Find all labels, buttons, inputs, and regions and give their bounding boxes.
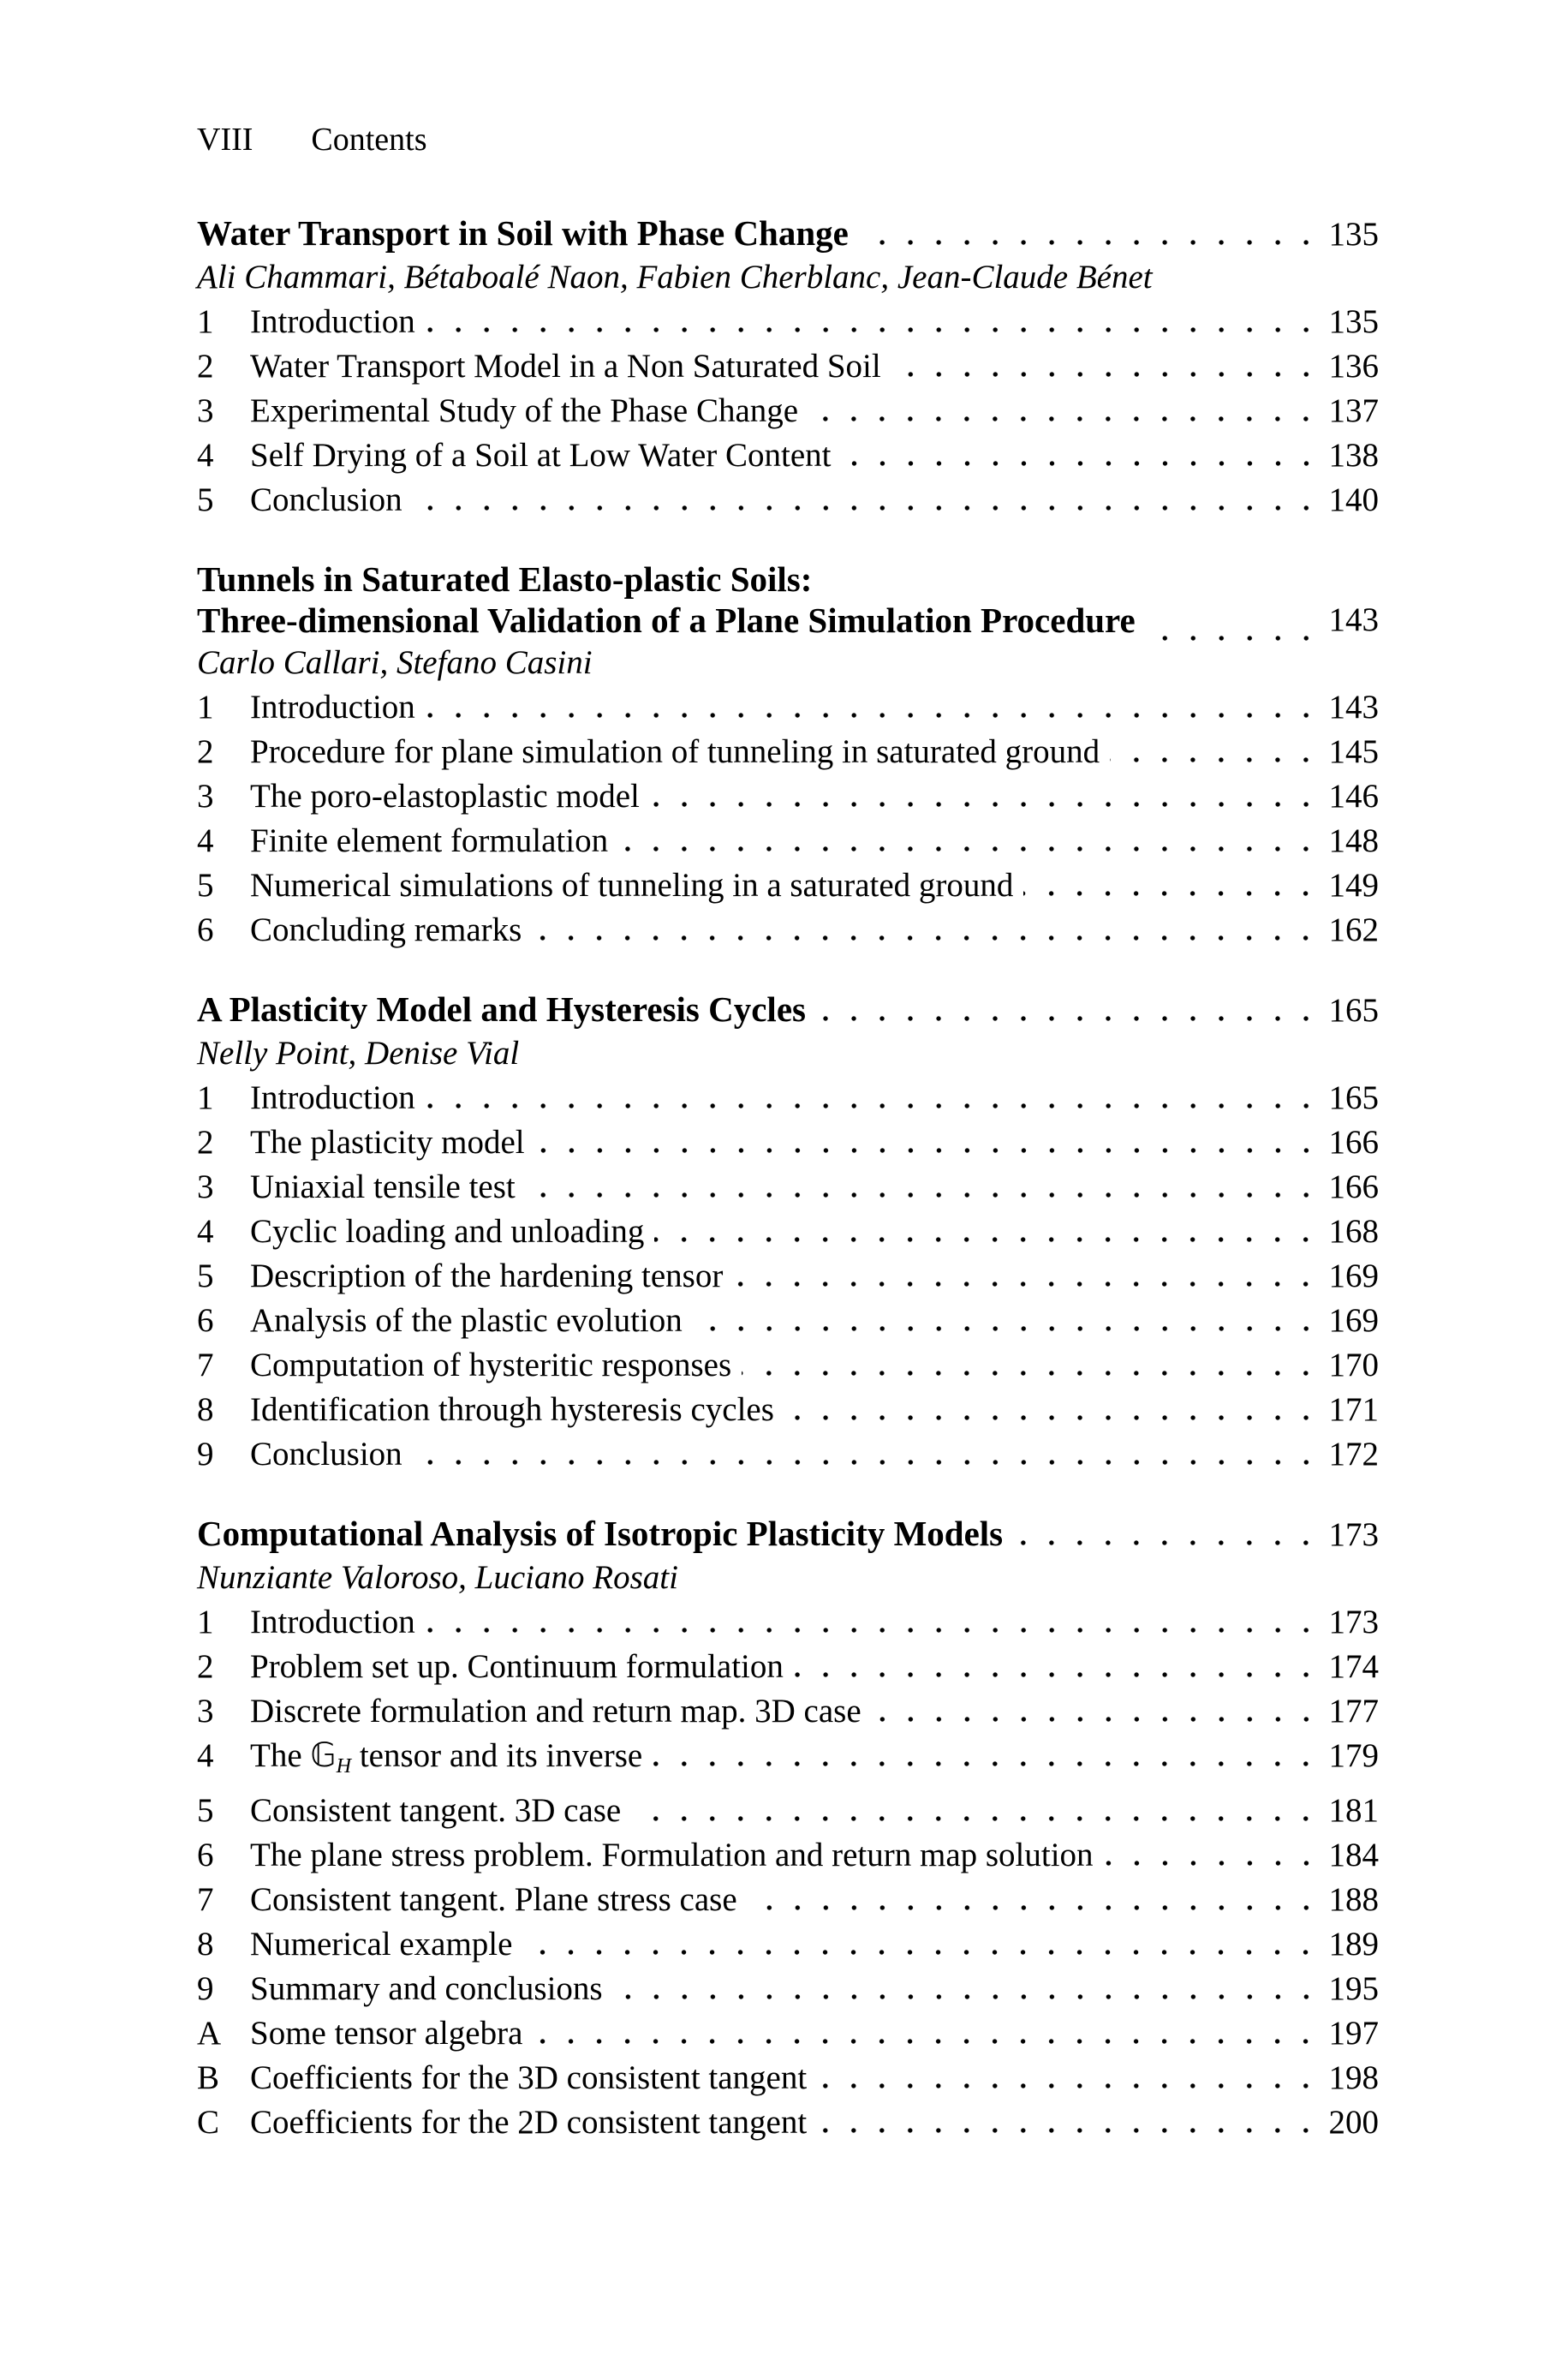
section-page: 135 [1328, 216, 1379, 253]
entry-number: 3 [197, 1693, 214, 1730]
toc-entry [197, 478, 1379, 523]
dot-leader [784, 1415, 1321, 1420]
entry-page: 166 [1328, 1124, 1379, 1161]
entry-title: Cyclic loading and unloading [250, 1213, 645, 1250]
toc-entry [197, 1210, 1379, 1254]
toc-entry [197, 344, 1379, 389]
running-header [197, 122, 1379, 157]
dot-leader [426, 713, 1321, 718]
toc-entry [197, 1833, 1379, 1878]
entry-title: The poro-elastoplastic model [250, 778, 640, 815]
entry-title: Coefficients for the 2D consistent tangent [250, 2103, 808, 2141]
entry-number: 6 [197, 1836, 214, 1873]
entry-number: 2 [197, 1648, 214, 1685]
entry-page: 195 [1328, 1969, 1379, 2007]
entry-number: 6 [197, 911, 214, 948]
entry-page: 170 [1328, 1347, 1379, 1383]
entry-page: 162 [1328, 911, 1379, 948]
entry-page: 169 [1328, 1302, 1379, 1339]
toc-entry [197, 1432, 1379, 1477]
entry-number: 4 [197, 822, 214, 859]
section-title-line: A Plasticity Model and Hysteresis Cycles [197, 989, 806, 1029]
dot-leader [859, 240, 1321, 245]
dot-leader [1023, 891, 1320, 896]
section-authors: Carlo Callari, Stefano Casini [197, 644, 593, 681]
section-heading [197, 1513, 1379, 1556]
entry-title: Introduction [250, 1079, 415, 1116]
toc-entry [197, 1600, 1379, 1645]
section-title [197, 212, 849, 254]
entry-title: Conclusion [250, 481, 402, 518]
entry-number: 5 [197, 1258, 214, 1294]
toc-entry [197, 908, 1379, 953]
section-authors: Nelly Point, Denise Vial [197, 1035, 520, 1072]
entry-page: 136 [1328, 348, 1379, 385]
dot-leader [816, 1016, 1321, 1021]
entry-title: Some tensor algebra [250, 2014, 523, 2052]
entry-title-subscript: H [336, 1754, 352, 1778]
entry-number: 7 [197, 1880, 214, 1918]
toc-entry [197, 1120, 1379, 1165]
entry-page: 200 [1328, 2103, 1379, 2141]
dot-leader [842, 461, 1321, 466]
entry-page: 179 [1328, 1737, 1379, 1774]
entry-number: 5 [197, 867, 214, 904]
dot-leader [817, 2083, 1320, 2088]
toc-entry [197, 1165, 1379, 1210]
dot-leader [693, 1326, 1321, 1331]
dot-leader [733, 1282, 1320, 1287]
entry-page: 197 [1328, 2014, 1379, 2052]
entry-page: 184 [1328, 1836, 1379, 1873]
entry-title: Water Transport Model in a Non Saturated Soil [250, 348, 881, 385]
entry-number: 8 [197, 1391, 214, 1428]
entry-number: 1 [197, 1604, 214, 1640]
section-page: 143 [1328, 601, 1379, 638]
dot-leader [1104, 1861, 1321, 1866]
entry-number: B [197, 2058, 220, 2096]
toc-entry [197, 863, 1379, 908]
entry-title: Introduction [250, 1604, 415, 1640]
entry-title: Self Drying of a Soil at Low Water Content [250, 437, 832, 474]
section-title-line: Three-dimensional Validation of a Plane Simulation Procedure [197, 600, 1136, 640]
section-authors: Nunziante Valoroso, Luciano Rosati [197, 1559, 678, 1596]
entry-page: 189 [1328, 1925, 1379, 1963]
entry-title: Numerical simulations of tunneling in a saturated ground [250, 867, 1014, 904]
entry-title [250, 1734, 642, 1789]
dot-leader [650, 802, 1321, 807]
dot-leader [613, 1994, 1321, 1999]
section-title-line: Water Transport in Soil with Phase Change [197, 213, 849, 253]
page-content [197, 122, 1379, 2145]
toc-entry [197, 433, 1379, 478]
entry-page: 188 [1328, 1880, 1379, 1918]
entry-page: 198 [1328, 2058, 1379, 2096]
dot-leader [631, 1816, 1320, 1821]
dot-leader [618, 846, 1320, 851]
entry-number: 9 [197, 1436, 214, 1473]
toc-entry [197, 1878, 1379, 1922]
dot-leader [1146, 636, 1321, 641]
entry-title: Summary and conclusions [250, 1969, 603, 2007]
section-heading [197, 212, 1379, 255]
entry-number: 2 [197, 1124, 214, 1161]
toc [197, 212, 1379, 2145]
dot-leader [742, 1371, 1320, 1376]
entry-number: 8 [197, 1925, 214, 1963]
dot-leader [654, 1237, 1320, 1242]
toc-entry [197, 1076, 1379, 1120]
entry-title: Consistent tangent. 3D case [250, 1791, 622, 1829]
toc-entry [197, 685, 1379, 730]
toc-entry [197, 1645, 1379, 1689]
entry-title: Finite element formulation [250, 822, 609, 859]
toc-entry [197, 1689, 1379, 1734]
dot-leader [872, 1717, 1321, 1722]
dot-leader [426, 1103, 1321, 1108]
entry-title: The plasticity model [250, 1124, 525, 1161]
entry-page: 138 [1328, 437, 1379, 474]
entry-title: Procedure for plane simulation of tunneling in saturated ground [250, 733, 1100, 770]
entry-title: Description of the hardening tensor [250, 1258, 724, 1294]
entry-page: 171 [1328, 1391, 1379, 1428]
entry-title-part: The [250, 1737, 311, 1774]
dot-leader [532, 935, 1320, 941]
entry-title: Conclusion [250, 1436, 402, 1473]
toc-entry [197, 389, 1379, 433]
section-title [197, 989, 806, 1030]
entry-number: 4 [197, 1213, 214, 1250]
dot-leader [426, 1628, 1321, 1633]
dot-leader [413, 505, 1321, 511]
section-heading [197, 559, 1379, 641]
toc-entry [197, 730, 1379, 774]
entry-page: 172 [1328, 1436, 1379, 1473]
entry-page: 137 [1328, 392, 1379, 429]
entry-page: 177 [1328, 1693, 1379, 1730]
entry-page: 149 [1328, 867, 1379, 904]
entry-title: Identification through hysteresis cycles [250, 1391, 774, 1428]
entry-title: Consistent tangent. Plane stress case [250, 1880, 737, 1918]
entry-number: 3 [197, 1168, 214, 1205]
dot-leader [817, 2128, 1320, 2133]
dot-leader [526, 1192, 1321, 1198]
entry-number: 2 [197, 733, 214, 770]
entry-page: 165 [1328, 1079, 1379, 1116]
section-authors: Ali Chammari, Bétaboalé Naon, Fabien Cherblanc, Jean-Claude Bénet [197, 259, 1153, 296]
entry-page: 143 [1328, 689, 1379, 726]
toc-entry [197, 300, 1379, 344]
entry-page: 146 [1328, 778, 1379, 815]
entry-number: 5 [197, 1791, 214, 1829]
dot-leader [794, 1672, 1321, 1677]
toc-entry [197, 774, 1379, 819]
entry-page: 166 [1328, 1168, 1379, 1205]
entry-page: 135 [1328, 303, 1379, 340]
entry-title: Introduction [250, 303, 415, 340]
toc-entry [197, 2100, 1379, 2145]
toc-entry [197, 1343, 1379, 1388]
toc-section [197, 1513, 1379, 2145]
dot-leader [748, 1905, 1321, 1910]
dot-leader [413, 1460, 1321, 1465]
entry-title: Analysis of the plastic evolution [250, 1302, 683, 1339]
dot-leader [522, 1950, 1320, 1955]
entry-page: 168 [1328, 1213, 1379, 1250]
entry-number: 2 [197, 348, 214, 385]
entry-number: 4 [197, 1737, 214, 1774]
dot-leader [808, 416, 1320, 421]
toc-section [197, 989, 1379, 1477]
entry-number: 1 [197, 1079, 214, 1116]
entry-number: 1 [197, 303, 214, 340]
entry-number: A [197, 2014, 222, 2052]
entry-page: 169 [1328, 1258, 1379, 1294]
section-page: 173 [1328, 1516, 1379, 1553]
toc-entry [197, 2056, 1379, 2100]
entry-page: 148 [1328, 822, 1379, 859]
entry-page: 174 [1328, 1648, 1379, 1685]
toc-entry [197, 1789, 1379, 1833]
dot-leader [533, 2039, 1320, 2044]
dot-leader [535, 1148, 1321, 1153]
entry-page: 181 [1328, 1791, 1379, 1829]
entry-page: 140 [1328, 481, 1379, 518]
toc-section [197, 212, 1379, 523]
toc-entry [197, 1254, 1379, 1299]
entry-number: 6 [197, 1302, 214, 1339]
section-title-line: Tunnels in Saturated Elasto-plastic Soils: [197, 559, 813, 599]
entry-title: Experimental Study of the Phase Change [250, 392, 799, 429]
entry-number: C [197, 2103, 220, 2141]
entry-number: 3 [197, 778, 214, 815]
entry-number: 9 [197, 1969, 214, 2007]
entry-number: 3 [197, 392, 214, 429]
entry-number: 1 [197, 689, 214, 726]
entry-title: The plane stress problem. Formulation and return map solution [250, 1836, 1094, 1873]
dot-leader [1110, 757, 1320, 762]
section-title [197, 559, 1136, 641]
dot-leader [1013, 1540, 1320, 1545]
section-page: 165 [1328, 992, 1379, 1029]
entry-number: 4 [197, 437, 214, 474]
entry-title: Problem set up. Continuum formulation [250, 1648, 784, 1685]
toc-entry [197, 1922, 1379, 1967]
running-header-title: Contents [311, 122, 427, 158]
entry-title-blackboard-g: 𝔾 [310, 1736, 337, 1775]
toc-entry [197, 1299, 1379, 1343]
entry-title-part: tensor and its inverse [351, 1737, 643, 1774]
dot-leader [426, 327, 1321, 332]
toc-entry [197, 2011, 1379, 2056]
section-heading [197, 989, 1379, 1031]
entry-title: Coefficients for the 3D consistent tangent [250, 2058, 808, 2096]
toc-entry [197, 1388, 1379, 1432]
entry-title: Uniaxial tensile test [250, 1168, 516, 1205]
section-title [197, 1513, 1003, 1554]
toc-entry [197, 1734, 1379, 1789]
page-number-marker: VIII [197, 122, 253, 158]
entry-title: Discrete formulation and return map. 3D case [250, 1693, 862, 1730]
dot-leader [891, 372, 1321, 377]
toc-entry [197, 819, 1379, 863]
entry-page: 173 [1328, 1604, 1379, 1640]
toc-entry [197, 1967, 1379, 2011]
dot-leader [653, 1761, 1320, 1766]
entry-title: Numerical example [250, 1925, 513, 1963]
entry-page: 145 [1328, 733, 1379, 770]
entry-title: Introduction [250, 689, 415, 726]
section-title-line: Computational Analysis of Isotropic Plasticity Models [197, 1514, 1004, 1553]
entry-number: 7 [197, 1347, 214, 1383]
entry-title: Computation of hysteritic responses [250, 1347, 732, 1383]
entry-title: Concluding remarks [250, 911, 522, 948]
toc-section [197, 559, 1379, 953]
entry-number: 5 [197, 481, 214, 518]
